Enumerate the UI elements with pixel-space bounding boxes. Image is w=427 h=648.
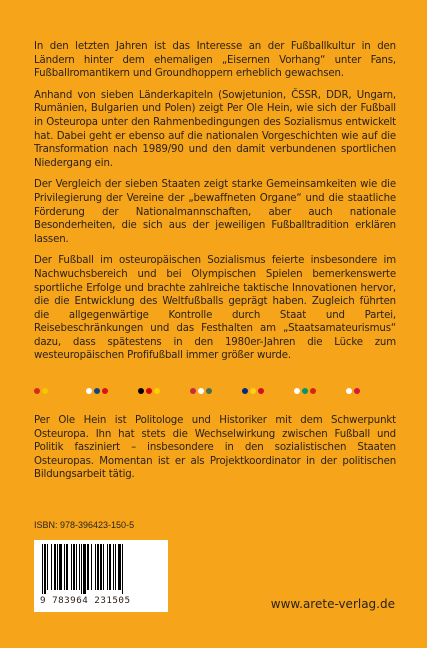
isbn-number: ISBN: 978-396423-150-5 [34, 520, 135, 530]
flag-dot [354, 388, 360, 394]
barcode-bar [83, 544, 86, 594]
author-bio: Per Ole Hein ist Politologe und Historiker mit dem Schwerpunkt Osteuropa. Ihn hat stets die Wechselwirkung zwischen Fußball und Politik fasziniert – insbesondere in den sozialistischen Staaten Osteuropas. Momentan ist er als Projektkoordinator in der politischen Bildungsarbeit tätig. [34, 415, 396, 481]
barcode-bar [47, 544, 48, 590]
blurb-paragraph-1: In den letzten Jahren ist das Interesse an der Fußballkultur in den Ländern hinter dem ehemaligen „Eisernen Vorhang“ unter Fans, Fußballromantikern und Groundhoppern erheblich gewachsen. [34, 41, 396, 80]
flag-dot [250, 388, 256, 394]
barcode-bar [42, 544, 43, 594]
barcode-bar [91, 544, 92, 590]
flag-dot [102, 388, 108, 394]
barcode-bar [113, 544, 114, 590]
flag-dot [198, 388, 204, 394]
barcode-bar [115, 544, 116, 590]
flag-dot [42, 388, 48, 394]
barcode-bar [54, 544, 56, 590]
barcode-bars [40, 544, 162, 594]
flag-dot [34, 388, 40, 394]
barcode-bar [95, 544, 96, 590]
barcode-bar [118, 544, 121, 590]
barcode-bar [76, 544, 77, 590]
barcode-bar [64, 544, 65, 590]
barcode-bar [44, 544, 46, 594]
barcode-bar [57, 544, 58, 590]
flag-dot [154, 388, 160, 394]
flag-dot [94, 388, 100, 394]
blurb-paragraph-3: Der Vergleich der sieben Staaten zeigt starke Gemeinsamkeiten wie die Privilegierung der Vereine der „bewaffneten Organe“ und die staatliche Förderung der Nationalmannschaften, aber auch nationale Besonderheiten, die sich aus der jeweiligen Fußballtradition erklären lassen. [34, 179, 396, 245]
flag-dot [146, 388, 152, 394]
flag-dot [206, 388, 212, 394]
barcode-bar [103, 544, 104, 590]
barcode-bar [97, 544, 99, 590]
flag-dot [346, 388, 352, 394]
blurb-paragraph-2: Anhand von sieben Länderkapiteln (Sowjetunion, ČSSR, DDR, Ungarn, Rumänien, Bulgarien und Polen) zeigt Per Ole Hein, wie sich der Fußball in Osteuropa unter den Rahmenbedingungen des Sozialismus entwickelt hat. Dabei geht er ebenso auf die nationalen Vorgeschichten wie auf die Transformation nach 1989/90 und den damit verbundenen sportlichen Niedergang ein. [34, 89, 396, 169]
publisher-url: www.arete-verlag.de [270, 597, 395, 611]
flag-dot [302, 388, 308, 394]
barcode-bar [107, 544, 108, 590]
blurb-paragraph-4: Der Fußball im osteuropäischen Sozialismus feierte insbesondere im Nachwuchsbereich und bei Olympischen Spielen bemerkenswerte sportliche Erfolge und brachte zahlreiche taktische Innovationen hervor, die die Entwicklung des Weltfußballs geprägt haben. Zugleich führten die allgegenwärtige Kontrolle durch Staat und Partei, Reisebeschränkungen und das Festhalten am „Staatsamateurismus“ dazu, dass spätestens in den 1980er-Jahren die Lücke zum westeuropäischen Profifußball immer größer wurde. [34, 255, 396, 362]
barcode-bar [71, 544, 72, 590]
flag-dot [294, 388, 300, 394]
flag-color-dots [34, 388, 396, 396]
barcode-bar [122, 544, 123, 594]
flag-dot [242, 388, 248, 394]
flag-dot [190, 388, 196, 394]
flag-dot [86, 388, 92, 394]
barcode-digits: 9 783964 231505 [40, 595, 131, 606]
barcode-bar [81, 544, 82, 594]
barcode-bar [73, 544, 75, 590]
flag-dot [310, 388, 316, 394]
barcode-bar [66, 544, 68, 590]
barcode-bar [109, 544, 111, 590]
barcode-bar [87, 544, 89, 590]
flag-dot [138, 388, 144, 394]
barcode-bar [79, 544, 80, 590]
barcode-bar [59, 544, 62, 590]
barcode [34, 540, 168, 612]
barcode-bar [100, 544, 102, 590]
barcode-bar [51, 544, 52, 590]
flag-dot [258, 388, 264, 394]
blurb-text [34, 40, 396, 371]
